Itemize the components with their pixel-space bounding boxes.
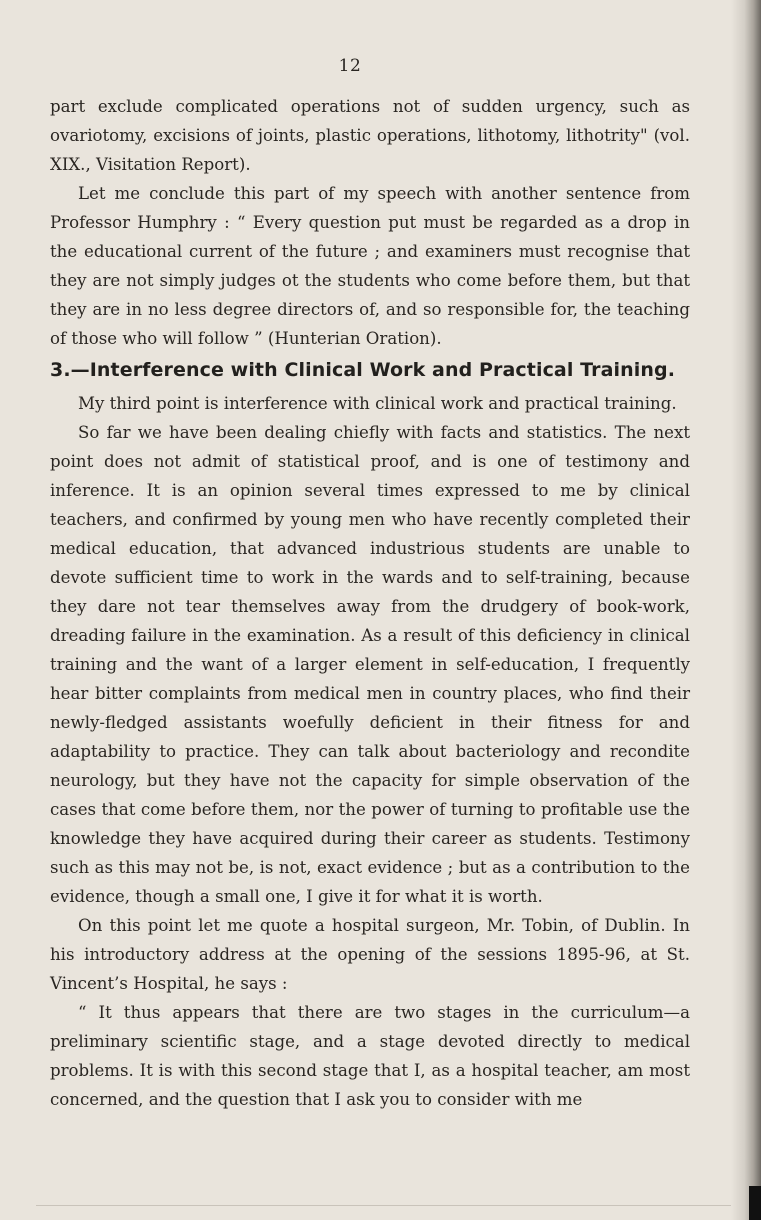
tobin-quote-paragraph: “ It thus appears that there are two stages in the curriculum—a preliminary scientific stage, and a stage devoted directly to medical problems. It is with this second stage that I, as a hospital teacher, am most concerned, and the question that I ask you to consider with me bbox=[50, 1003, 690, 1109]
continuation-paragraph: part exclude complicated operations not of sudden urgency, such as ovariotomy, excisions of joints, plastic operations, lithotomy, lithotrity" (vol. XIX., Visitation Report). bbox=[50, 97, 690, 174]
third-point-paragraph: My third point is interference with clinical work and practical training. bbox=[78, 394, 677, 413]
page-body bbox=[50, 92, 690, 1114]
page-number: 12 bbox=[338, 56, 362, 76]
binding-shadow bbox=[731, 0, 761, 1220]
corner-mark bbox=[749, 1186, 761, 1220]
testimony-paragraph: So far we have been dealing chiefly with facts and statistics. The next point does not admit of statistical proof, and is one of testimony and inference. It is an opinion several times expressed to me by clinical teachers, and confirmed by young men who have recently completed their medical education, that advanced industrious students are unable to devote sufficient time to work in the wards and to self-training, because they dare not tear themselves away from the drudgery of book-work, dreading failure in the examination. As a result of this deficiency in clinical training and the want of a larger element in self-education, I frequently hear bitter complaints from medical men in country places, who find their newly-fledged assistants woefully deficient in their fitness for and adaptability to practice. They can talk about bacteriology and recondite neurology, but they have not the capacity for simple observation of the cases that come before them, nor the power of turning to profitable use the knowledge they have acquired during their career as students. Testimony such as this may not be, is not, exact evidence ; but as a contribution to the evidence, though a small one, I give it for what it is worth. bbox=[50, 423, 690, 906]
humphry-quote-paragraph: Let me conclude this part of my speech with another sentence from Professor Humphry : “ Every question put must be regarded as a drop in the educational current of the future ; and examiners must recognise that they are not simply judges ot the students who come before them, but that they are in no less degree directors of, and so responsible for, the teaching of those who will follow ” (Hunterian Oration). bbox=[50, 184, 690, 348]
tobin-paragraph: On this point let me quote a hospital surgeon, Mr. Tobin, of Dublin. In his introductory address at the opening of the sessions 1895-96, at St. Vincent’s Hospital, he says : bbox=[50, 916, 690, 993]
bottom-rule bbox=[36, 1205, 731, 1206]
section-heading: 3.—Interference with Clinical Work and Practical Training. bbox=[50, 359, 676, 381]
